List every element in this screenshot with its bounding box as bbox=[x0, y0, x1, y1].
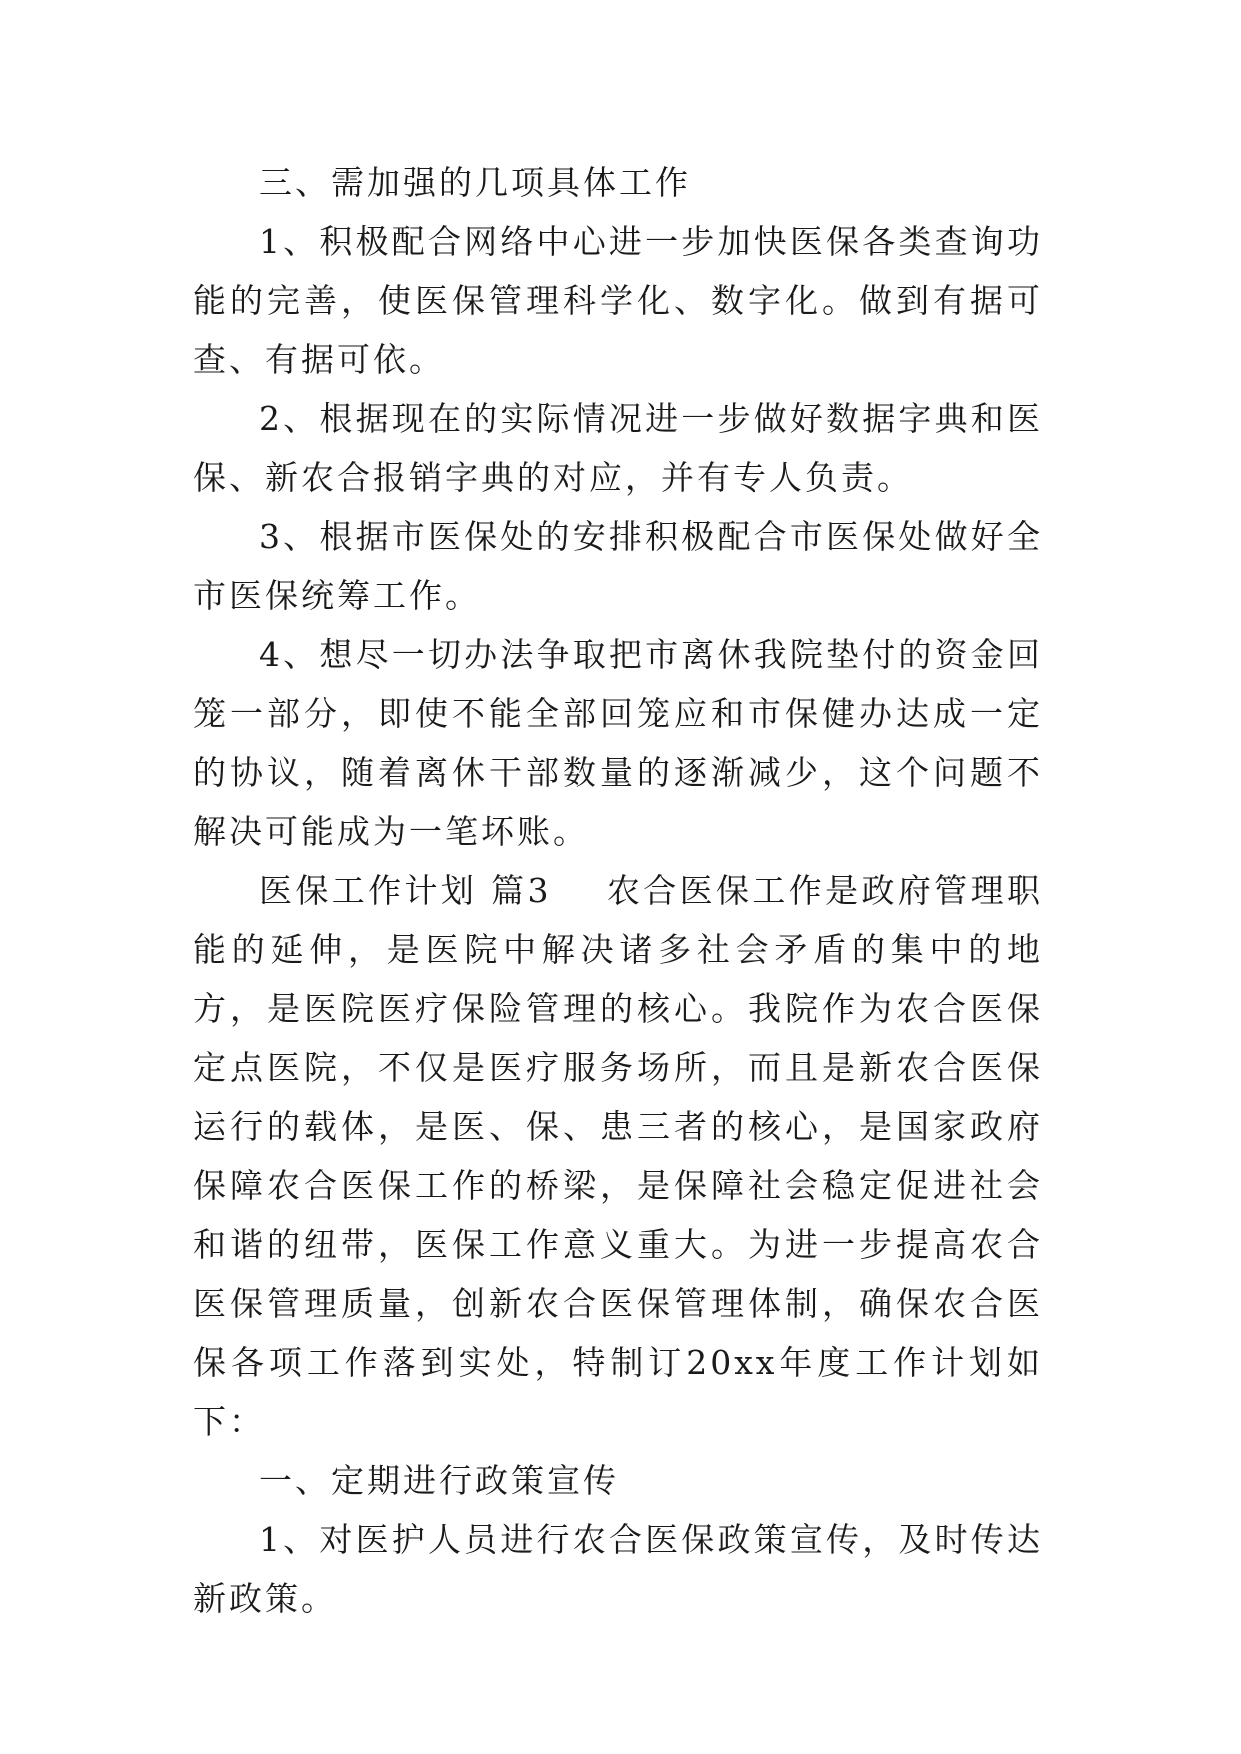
paragraph-plan-intro: 医保工作计划 篇3 农合医保工作是政府管理职能的延伸，是医院中解决诸多社会矛盾的集中的地方，是医院医疗保险管理的核心。我院作为农合医保定点医院，不仅是医疗服务场所，而且是新农合医保运行的载体，是医、保、患三者的核心，是国家政府保障农合医保工作的桥梁，是保障社会稳定促进社会和谐的纽带，医保工作意义重大。为进一步提高农合医保管理质量，创新农合医保管理体制，确保农合医保各项工作落到实处，特制订20xx年度工作计划如下： bbox=[193, 871, 1043, 1441]
paragraph-1: 1、积极配合网络中心进一步加快医保各类查询功能的完善，使医保管理科学化、数字化。做到有据可查、有据可依。 bbox=[193, 222, 1043, 379]
paragraph-2: 2、根据现在的实际情况进一步做好数据字典和医保、新农合报销字典的对应，并有专人负责。 bbox=[193, 399, 1043, 497]
section-heading: 三、需加强的几项具体工作 bbox=[259, 163, 691, 202]
paragraph-3: 3、根据市医保处的安排积极配合市医保处做好全市医保统筹工作。 bbox=[193, 517, 1043, 615]
paragraph-4: 4、想尽一切办法争取把市离休我院垫付的资金回笼一部分，即使不能全部回笼应和市保健办达成一定的协议，随着离休干部数量的逐渐减少，这个问题不解决可能成为一笔坏账。 bbox=[193, 635, 1043, 851]
document-body bbox=[193, 153, 1043, 1628]
sub-heading: 一、定期进行政策宣传 bbox=[259, 1461, 619, 1500]
paragraph-last: 1、对医护人员进行农合医保政策宣传，及时传达新政策。 bbox=[193, 1520, 1043, 1618]
